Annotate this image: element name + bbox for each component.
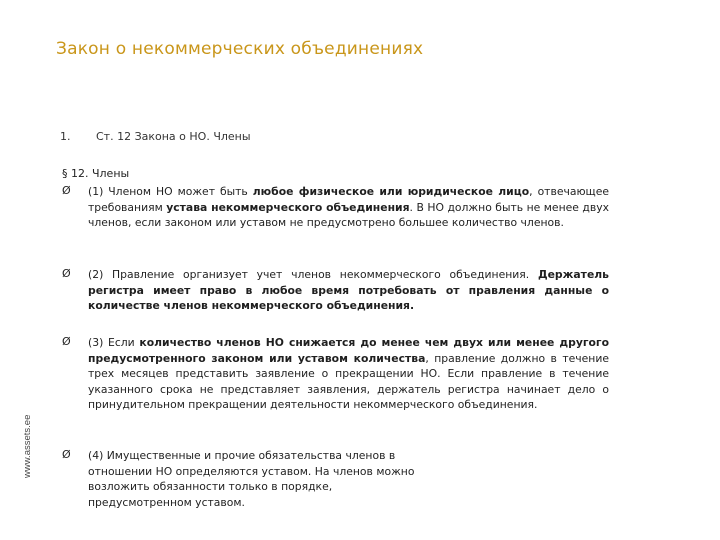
paragraph-text-segment: (1) Членом НО может быть — [88, 185, 253, 198]
bullet-arrow-icon: Ø — [62, 267, 71, 280]
paragraph-text-segment: (3) Если — [88, 336, 140, 349]
watermark-text: www.assets.ee — [22, 414, 33, 478]
paragraph-3 — [88, 335, 609, 413]
paragraph-text-segment: , отвечающее требованиям — [88, 185, 610, 214]
paragraph-text-segment: . В НО должно быть не менее двух членов, если законом или уставом не предусмотрено большее количество членов. — [88, 200, 609, 230]
paragraph-text-segment: (2) Правление организует учет членов некоммерческого объединения. — [88, 268, 538, 281]
paragraph-1 — [88, 184, 609, 231]
paragraph-2 — [88, 267, 609, 314]
bullet-arrow-icon: Ø — [62, 184, 71, 197]
paragraph-text-segment: любое физическое или юридическое лицо — [252, 185, 530, 198]
bullet-arrow-icon: Ø — [62, 335, 71, 348]
item-text: Ст. 12 Закона о НО. Члены — [96, 130, 251, 143]
watermark — [22, 414, 36, 500]
paragraph-text-segment: устава некоммерческого объединения — [166, 200, 410, 214]
paragraph-text-segment: Держатель регистра имеет право в любое время потребовать от правления данные о количестве членов некоммерческого объединения. — [88, 268, 609, 313]
paragraph-text-segment: , правление должно в течение трех месяцев представить заявление о прекращении НО. Если правление в течение указанного срока не представляет заявления, держатель регистра начинает дело о принудительном прекращении деятельности некоммерческого объединения. — [88, 351, 610, 412]
paragraph-4 — [88, 448, 428, 510]
paragraph-text-segment: (4) Имущественные и прочие обязательства членов в отношении НО определяются уставом. На членов можно возложить обязанности только в порядке, предусмотренном уставом. — [88, 449, 415, 509]
item-number: 1. — [60, 130, 71, 143]
bullet-arrow-icon: Ø — [62, 448, 71, 461]
paragraph-text-segment: количество членов НО снижается до менее чем двух или менее другого предусмотренного законом или уставом количества — [88, 336, 609, 365]
section-heading: § 12. Члены — [62, 167, 130, 180]
page-title: Закон о некоммерческих объединениях — [56, 39, 424, 59]
